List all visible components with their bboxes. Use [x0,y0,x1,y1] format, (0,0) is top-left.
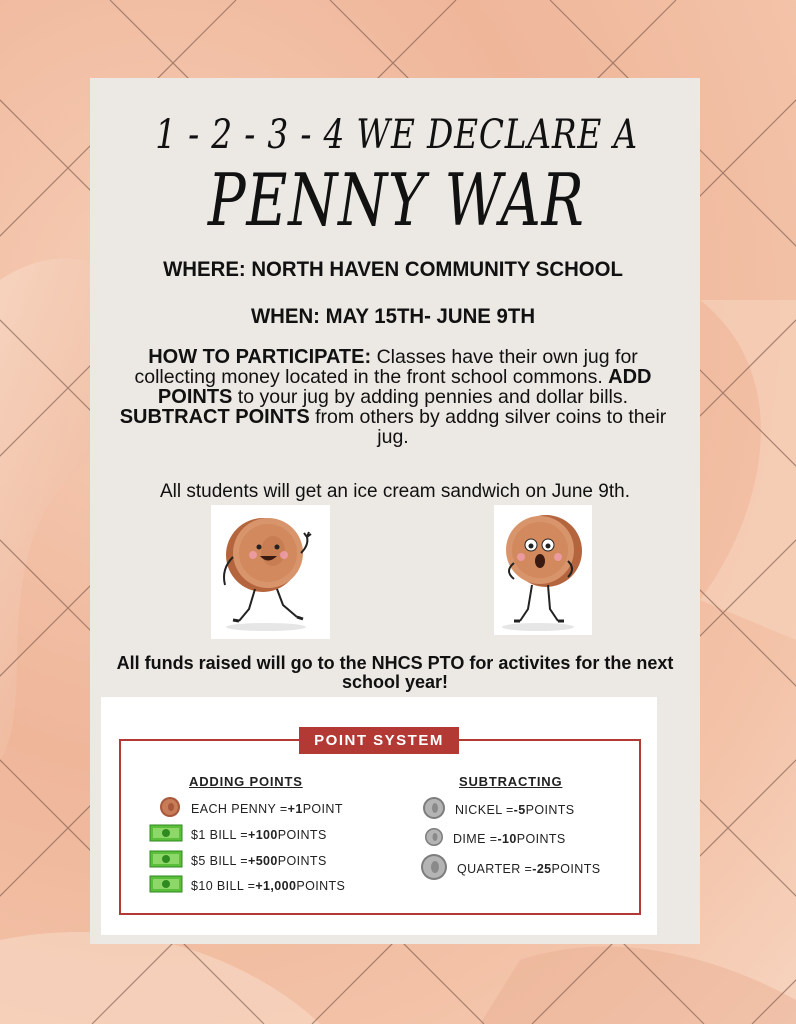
subtracting-row: QUARTER = -25 POINTS [419,853,600,884]
headline-declare: 1 - 2 - 3 - 4 WE DECLARE A [155,112,638,158]
happy-penny-illustration [211,505,330,639]
add-points-label: ADD POINTS [157,366,652,408]
where-line: WHERE: NORTH HAVEN COMMUNITY SCHOOL [163,258,623,281]
adding-row: $1 BILL = +100 POINTS [149,823,327,846]
surprised-penny-illustration [494,505,592,635]
adding-row: $5 BILL = +500 POINTS [149,849,327,872]
when-line: WHEN: MAY 15TH- JUNE 9TH [250,305,536,328]
how-to-text-2: to your jug by adding pennies and dollar bills. [232,386,629,408]
adding-row: $10 BILL = +1,000 POINTS [149,874,345,897]
subtracting-row: DIME = -10 POINTS [423,826,566,851]
how-to-text-3: from others by addng silver coins to their jug. [309,406,667,448]
how-to-text-1: Classes have their own jug for collecting money located in the front school commons. [134,346,638,388]
how-to-label: HOW TO PARTICIPATE: [148,346,372,368]
adding-points-heading: ADDING POINTS [189,774,303,789]
subtracting-row: NICKEL = -5 POINTS [421,796,575,823]
point-system-panel [101,697,657,935]
headline-penny-war: PENNY WAR [207,158,585,242]
quarter-icon [419,853,449,884]
dollar-bill-icon [149,874,183,897]
subtracting-heading: SUBTRACTING [459,774,563,789]
subtract-points-label: SUBTRACT POINTS [119,406,310,428]
dollar-bill-icon [149,823,183,846]
funds-note: All funds raised will go to the NHCS PTO for activites for the next school year! [116,653,674,692]
adding-row: EACH PENNY = +1 POINT [157,796,343,821]
nickel-icon [421,796,447,823]
penny-icon [157,796,183,821]
point-system-title: POINT SYSTEM [299,727,459,754]
students-note: All students will get an ice cream sandwich on June 9th. [160,481,630,502]
dollar-bill-icon [149,849,183,872]
dime-icon [423,826,445,851]
how-to-participate [118,347,668,447]
